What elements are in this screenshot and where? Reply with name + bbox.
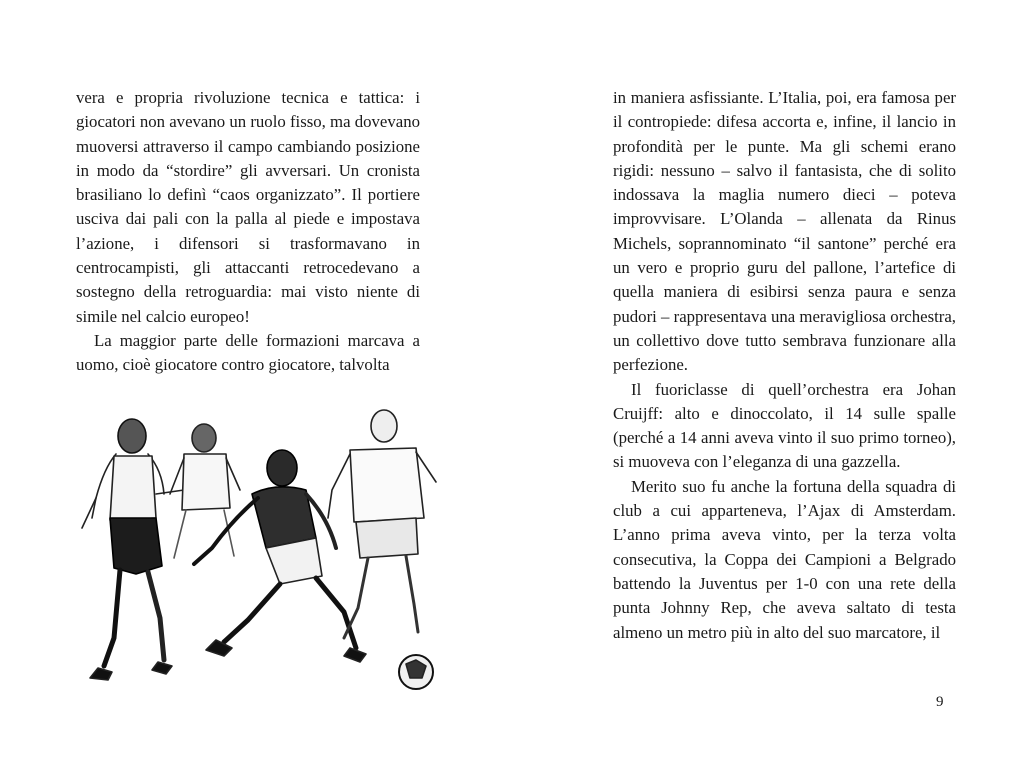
paragraph: La maggior parte delle formazioni marcava a uomo, cioè giocatore contro giocatore, talvolta <box>76 330 420 375</box>
page-number: 9 <box>936 694 944 710</box>
player-left-figure <box>82 419 184 680</box>
paragraph: vera e propria rivoluzione tecnica e tattica: i giocatori non avevano un ruolo fisso, ma dovevano muoversi attraverso il campo cambiando posizione in modo da “stordire” gli avversari. Un cronista brasiliano lo definì “caos organizzato”. Il portiere usciva dai pali con la palla al piede e impostava l’azione, i difensori si trasformavano in centrocampisti, gli attaccanti retrocedevano a sostegno della retroguardia: mai visto niente di simile nel calcio europeo! <box>76 88 420 326</box>
player-right-figure <box>328 410 436 638</box>
ball-figure <box>399 655 433 689</box>
right-page <box>512 0 1024 762</box>
paragraph: Merito suo fu anche la fortuna della squadra di club a cui apparteneva, l’Ajax di Amsterdam. L’anno prima aveva vinto, per la terza volta consecutiva, la Coppa dei Campioni a Belgrado battendo la Juventus per 1-0 con una rete della punta Johnny Rep, che aveva saltato di testa almeno un metro più in alto del suo marcatore, il <box>613 476 956 642</box>
paragraph: Il fuoriclasse di quell’orchestra era Johan Cruijff: alto e dinoccolato, il 14 sulle spalle (perché a 14 anni aveva vinto il suo primo torneo), si muoveva con l’eleganza di una gazzella. <box>613 379 956 472</box>
paragraph: in maniera asfissiante. L’Italia, poi, era famosa per il contropiede: difesa accorta e, infine, il lancio in profondità per le punte. Ma gli schemi erano rigidi: nessuno – salvo il fantasista, che di solito indossava la maglia numero dieci – poteva improvvisare. L’Olanda – allenata da Rinus Michels, soprannominato “il santone” perché era un vero e proprio guru del pallone, l’artefice di quella maniera di esibirsi senza paura e senza pudori – rappresentava una meravigliosa orchestra, un collettivo dove tutto sembrava funzionare alla perfezione. <box>613 88 956 375</box>
left-text-column <box>76 86 420 378</box>
right-text-column <box>613 86 956 645</box>
football-players-illustration <box>44 398 444 718</box>
